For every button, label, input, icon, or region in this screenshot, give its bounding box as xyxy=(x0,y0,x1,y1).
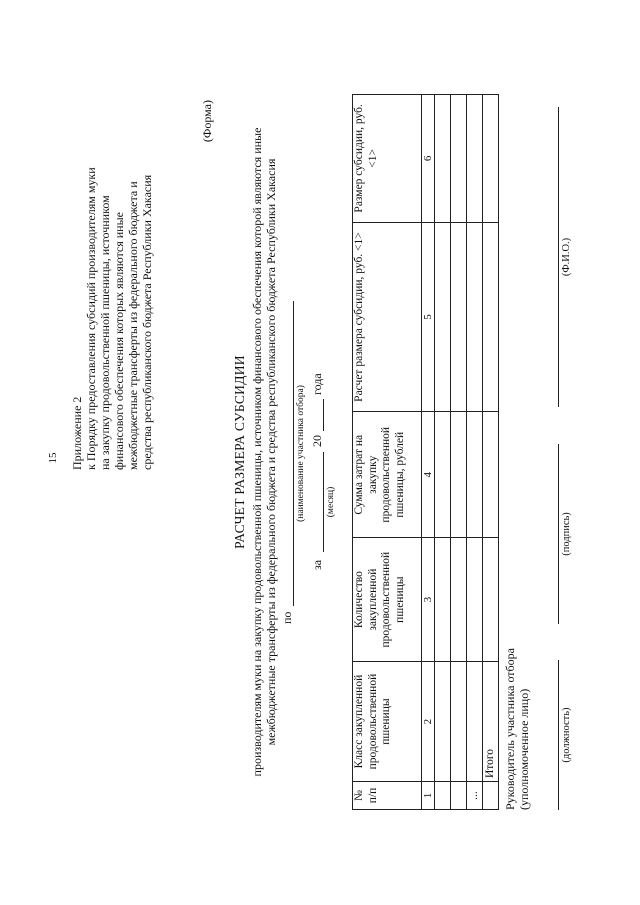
table-row xyxy=(451,95,467,810)
table-cell: ... xyxy=(467,782,483,810)
table-row xyxy=(467,95,483,810)
signatory-title xyxy=(503,648,531,810)
appendix-line: межбюджетные трансферты из федерального бюджета и xyxy=(126,181,140,470)
month-caption: (месяц) xyxy=(326,486,336,518)
table-cell xyxy=(451,222,467,412)
full-name-caption: (Ф.И.О.) xyxy=(561,237,572,277)
year-suffix: года xyxy=(310,373,324,395)
document-subtitle xyxy=(250,92,278,812)
table-cell xyxy=(435,222,451,412)
total-label: Итого xyxy=(483,662,499,782)
table-cell xyxy=(451,95,467,223)
table-header-row xyxy=(353,95,422,810)
year-prefix: 20 xyxy=(310,435,324,447)
table-cell xyxy=(467,222,483,412)
appendix-header xyxy=(70,75,154,470)
participant-name-caption: (наименование участника отбора) xyxy=(296,385,306,522)
signature-caption: (подпись) xyxy=(561,512,572,556)
table-cell xyxy=(435,95,451,223)
table-cell xyxy=(483,412,499,538)
col-header-class: Класс закупленной продовольственной пшеницы xyxy=(353,662,422,782)
table-cell xyxy=(483,222,499,412)
table-cell xyxy=(435,662,451,782)
table-cell xyxy=(483,782,499,810)
table-cell xyxy=(451,782,467,810)
appendix-line: финансового обеспечения которых являются иные xyxy=(112,212,126,470)
appendix-line: к Порядку предоставления субсидий производителям муки xyxy=(84,167,98,470)
column-number: 5 xyxy=(422,222,435,412)
column-number-row xyxy=(422,95,435,810)
table-cell xyxy=(467,412,483,538)
za-label: за xyxy=(310,559,324,570)
subsidy-table xyxy=(352,94,499,810)
column-number: 6 xyxy=(422,95,435,223)
column-number: 2 xyxy=(422,662,435,782)
signatory-line: (уполномоченное лицо) xyxy=(517,688,531,810)
document-page xyxy=(40,2,600,902)
form-label: (Форма) xyxy=(200,100,214,143)
column-number: 1 xyxy=(422,782,435,810)
position-caption: (должность) xyxy=(561,707,572,763)
signature-line xyxy=(558,444,559,624)
appendix-line: Приложение 2 xyxy=(70,396,84,470)
po-label: по xyxy=(280,611,294,624)
table-cell xyxy=(483,95,499,223)
page-number: 15 xyxy=(47,452,59,464)
column-number: 4 xyxy=(422,412,435,538)
col-header-cost: Сумма затрат на закупку продовольственной пшеницы, рублей xyxy=(353,412,422,538)
table-row xyxy=(435,95,451,810)
table-cell xyxy=(435,538,451,662)
appendix-line: средства республиканского бюджета Республики Хакасия xyxy=(140,174,154,470)
table-cell xyxy=(451,662,467,782)
table-cell xyxy=(483,538,499,662)
column-number: 3 xyxy=(422,538,435,662)
col-header-subsidy-amount: Размер субсидии, руб. <1> xyxy=(353,95,422,223)
document-title: РАСЧЕТ РАЗМЕРА СУБСИДИИ xyxy=(232,355,247,549)
month-line xyxy=(323,452,324,552)
table-total-row xyxy=(483,95,499,810)
table-cell xyxy=(435,412,451,538)
position-line xyxy=(558,660,559,810)
appendix-line: на закупку продовольственной пшеницы, источником xyxy=(98,195,112,470)
table-cell xyxy=(467,95,483,223)
table-cell xyxy=(435,782,451,810)
participant-name-line xyxy=(293,301,294,606)
table-cell xyxy=(467,538,483,662)
table-cell xyxy=(467,662,483,782)
table-cell xyxy=(451,412,467,538)
col-header-quantity: Количество закупленной продовольственной пшеницы xyxy=(353,538,422,662)
full-name-line xyxy=(558,107,559,407)
signatory-line: Руководитель участника отбора xyxy=(503,648,517,810)
subtitle-line: межбюджетные трансферты из федерального бюджета и средства республиканского бюджета Республики Хакасия xyxy=(264,158,278,746)
col-header-calculation: Расчет размера субсидии, руб. <1> xyxy=(353,222,422,412)
subtitle-line: производителям муки на закупку продовольственной пшеницы, источником финансового обеспечения которой являются иные xyxy=(250,127,264,777)
year-line xyxy=(323,399,324,431)
table-cell xyxy=(451,538,467,662)
col-header-number: № п/п xyxy=(353,782,422,810)
